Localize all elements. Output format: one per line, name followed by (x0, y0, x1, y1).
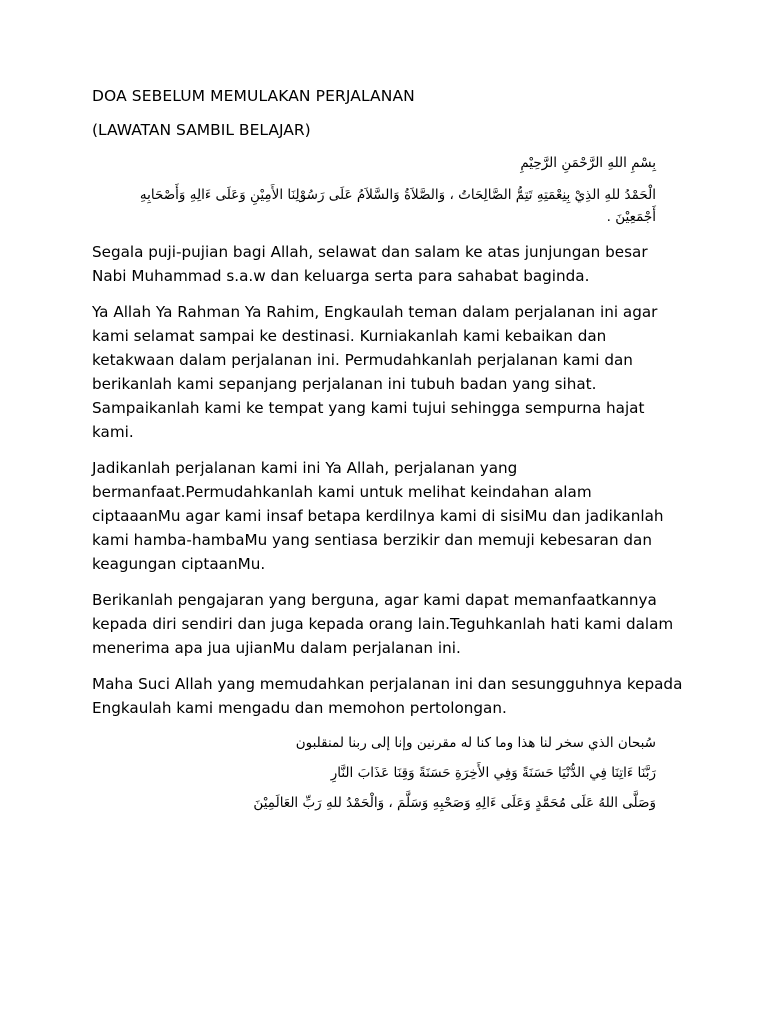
paragraph-prayer-lesson: Berikanlah pengajaran yang berguna, agar kami dapat memanfaatkannya kepada diri sendiri dan juga kepada orang lain.Teguhkanlah hati kami dalam menerima apa jua ujianMu dalam perjalanan ini. (92, 591, 674, 657)
closing-arabic-rabbana: رَبَّنَا ءَاتِنَا فِي الدُّنْيَا حَسَنَةً وَفِي الأَخِرَةِ حَسَنَةً وَقِنَا عَذَابَ النَّارِ (330, 765, 656, 781)
paragraph-prayer-safety: Ya Allah Ya Rahman Ya Rahim, Engkaulah teman dalam perjalanan ini agar kami selamat sampai ke destinasi. Kurniakanlah kami kebaikan dan ketakwaan dalam perjalanan ini. Permudahkanlah perjalanan kami dan berikanlah kami sepanjang perjalanan ini tubuh badan yang sihat. Sampaikanlah kami ke tempat yang kami tujui sehingga sempurna hajat kami. (92, 303, 658, 441)
hamd-text: الْحَمْدُ للهِ الذِيْ بِنِعْمَتِهِ تَتِمُّ الصَّالِحَاتُ ، وَالصَّلاَةُ وَالسَّلاَمُ عَلَى رَسُوْلِنَا الأَمِيْنِ وَعَلَى ءَالِهِ وَأَصْحَابِهِ أَجْمَعِيْنَ . (139, 187, 656, 225)
paragraph-praise: Segala puji-pujian bagi Allah, selawat dan salam ke atas junjungan besar Nabi Muhammad s.a.w dan keluarga serta para sahabat baginda. (92, 243, 648, 285)
document-title: DOA SEBELUM MEMULAKAN PERJALANAN (92, 87, 415, 105)
paragraph-glorification: Maha Suci Allah yang memudahkan perjalanan ini dan sesungguhnya kepada Engkaulah kami mengadu dan memohon pertolongan. (92, 675, 683, 717)
document-subtitle: (LAWATAN SAMBIL BELAJAR) (92, 121, 311, 139)
document-page (92, 86, 684, 814)
closing-arabic-salawat: وَصَلَّى اللهُ عَلَى مُحَمَّدٍ وَعَلَى ءَالِهِ وَصَحْبِهِ وَسَلَّمَ ، وَالْحَمْدُ للهِ رَبِّ العَالَمِيْنَ (253, 795, 656, 811)
paragraph-prayer-benefit: Jadikanlah perjalanan kami ini Ya Allah, perjalanan yang bermanfaat.Permudahkanlah kami untuk melihat keindahan alam ciptaaanMu agar kami insaf betapa kerdilnya kami di sisiMu dan jadikanlah kami hamba-hambaMu yang sentiasa berzikir dan memuji kebesaran dan keagungan ciptaanMu. (92, 459, 664, 573)
closing-arabic-travel-prayer: سُبحان الذي سخر لنا هذا وما كنا له مقرنين وإنا إلى ربنا لمنقلبون (295, 735, 656, 751)
basmala-text: بِسْمِ اللهِ الرَّحْمَنِ الرَّحِيْمِ (520, 155, 656, 171)
